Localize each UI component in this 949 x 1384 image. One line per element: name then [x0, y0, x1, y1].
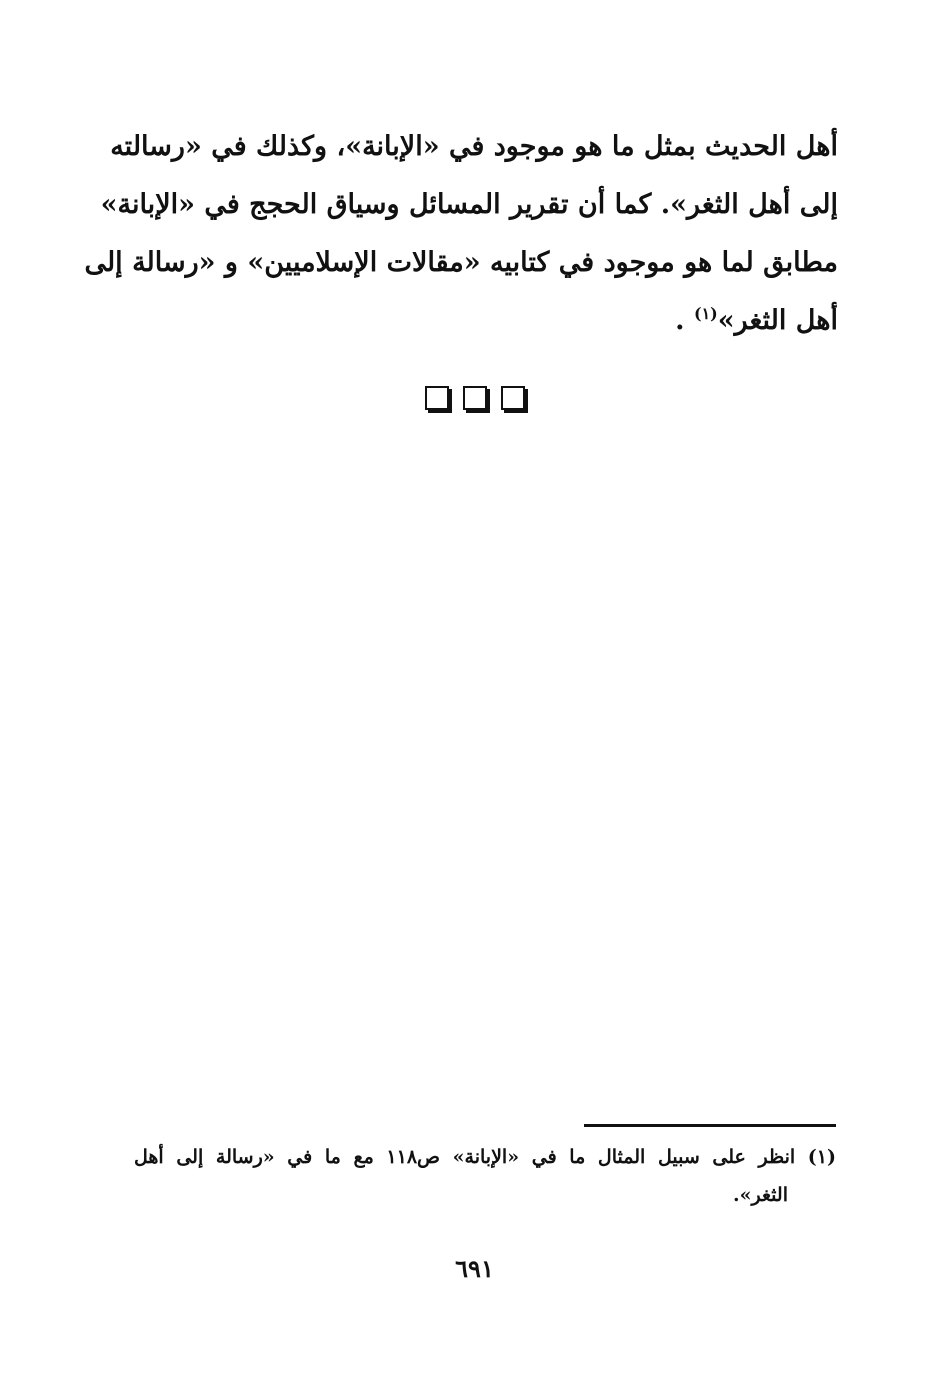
body-line-1: أهل الحديث بمثل ما هو موجود في «الإبانة»، وكذلك في «رسالته: [110, 131, 838, 162]
body-paragraph: [84, 118, 838, 350]
body-line-4: [136, 292, 838, 350]
section-separator: [0, 386, 949, 410]
page-number: ٦٩١: [455, 1254, 494, 1283]
footnote-reference-1[interactable]: (١): [693, 304, 718, 323]
body-line-4-text: أهل الثغر»: [717, 305, 838, 336]
body-line-3: مطابق لما هو موجود في كتابيه «مقالات الإسلاميين» و «رسالة إلى: [84, 247, 838, 278]
square-ornament-icon: [425, 386, 449, 410]
footnote-divider: [584, 1124, 836, 1127]
square-ornament-icon: [501, 386, 525, 410]
body-line-2: إلى أهل الثغر». كما أن تقرير المسائل وسياق الحجج في «الإبانة»: [100, 189, 838, 220]
body-line-4-end: .: [675, 305, 685, 336]
square-ornament-icon: [463, 386, 487, 410]
footnote-1-line-2: الثغر».: [733, 1184, 788, 1206]
footnote-1-line-1: (١) انظر على سبيل المثال ما في «الإبانة» ص١١٨ مع ما في «رسالة إلى أهل: [134, 1146, 836, 1168]
footnotes: [134, 1138, 836, 1214]
